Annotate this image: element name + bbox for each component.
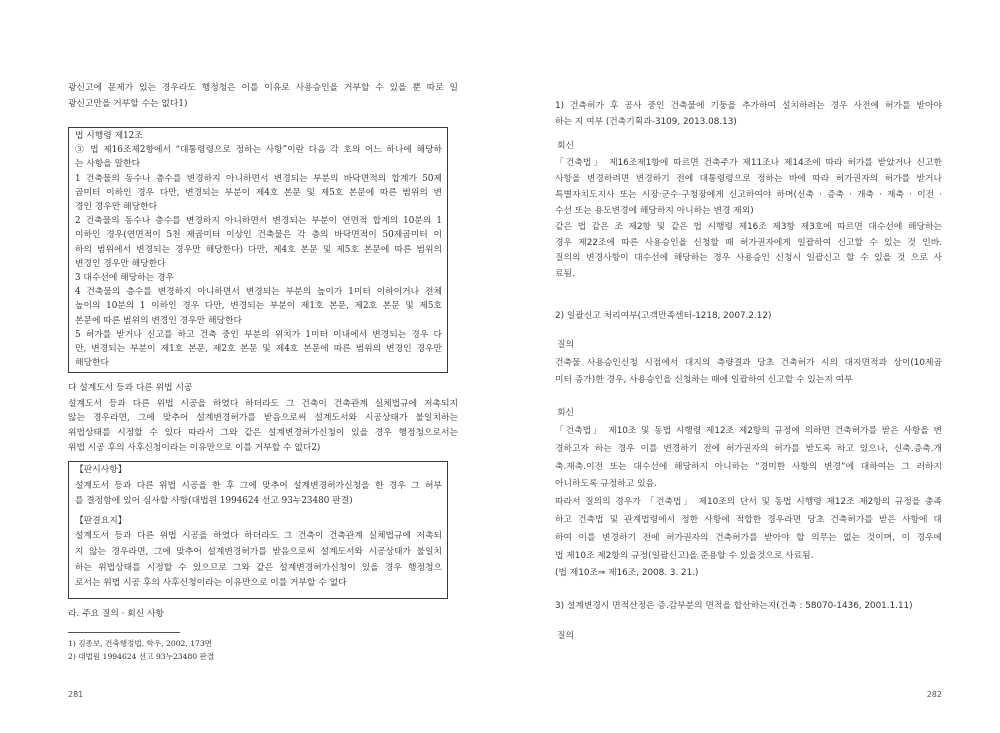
text-line: 높이의 10분의 1 이하인 경우 다만, 변경되는 부분이 제1호 본문, 제2호 본문 및 제5호 [75,301,442,312]
text-line: 하고 건축법 및 관계법령에서 정한 사항에 적합한 경우라면 당초 건축허가를 받은 사항에 대 [555,515,942,526]
footnote: 1) 김종보, 건축행정법, 학우, 2002, 173면 [68,639,213,648]
text-line: 2) 일괄신고 처리여부(고객만족센터-1218, 2007.2.12) [555,311,772,321]
text-line: 않는 경우라면, 그에 맞추어 설계변경허가를 받음으로써 설계도서와 시공상태가 불일치하는 [68,413,458,424]
text-line: 료됨. [555,269,575,280]
text-line: 「건축법」 제16조제1항에 따르면 건축주가 제11조나 제14조에 따라 허가를 받았거나 신고한 [555,158,942,168]
text-line: 설계도서 등과 다른 위법 시공을 한 후 그에 맞추어 설계변경허가신청을 한 경우 그 허부 [75,480,442,491]
text-line: 2 건축물의 동수나 층수를 변경하지 아니하면서 변경되는 부분이 연면적 합계의 10분의 1 [75,216,442,227]
paragraph [75,479,442,510]
footnote: 2) 대법원 1994624 선고 93누23480 판결 [68,652,215,661]
paragraph [75,529,442,591]
paragraph [75,463,442,479]
paragraph [75,285,442,328]
paragraph [68,80,458,112]
section-heading: 라. 주요 질의 · 회신 사항 [68,609,165,619]
text-line: (법 제10조⇒ 제16조, 2008. 3. 21.) [555,568,699,579]
reply-body [555,156,942,283]
text-line: 하는 위법상태를 시정할 수 있으므로 그와 같은 설계변경허가신청이 있을 경우 행정청으 [75,562,442,573]
reply-body [555,423,942,583]
paragraph [555,99,942,130]
text-line: 사항을 변경하려면 변경하기 전에 대통령령으로 정하는 바에 따라 허가권자의 허가를 받거나 [555,173,942,184]
text-line: 「건축법」 제10조 및 동법 시행령 제12조 제2항의 규정에 의하면 건축허가를 받은 사항을 변 [555,426,942,437]
paragraph [75,172,442,215]
footnotes [68,637,388,663]
question-title [555,99,942,130]
right-page [500,0,1000,733]
question-title [555,598,942,614]
text-line: 3 대수선에 해당하는 경우 [75,273,174,284]
reply-label: 회신 [557,141,574,151]
text-line: 위법상태를 시정할 수 있다 따라서 그와 같은 설계변경허가신청이 있을 경우 행정청으로서는 [68,427,458,438]
text-line: 법 제10조 제2항의 규정(일괄신고)을 준용할 수 있을것으로 사료됨. [555,550,814,561]
text-line: 하는 지 여부 (건축기획과-3109, 2013.08.13) [555,116,737,127]
precedent-box [68,461,448,599]
text-line: 경인 경우만 해당한다 [75,202,158,213]
paragraph [75,129,442,143]
text-line: 광신고만을 거부할 수는 없다1) [68,99,188,109]
text-line: 이하인 경우(연면적이 5천 제곱미터 이상인 건축물은 각 층의 바닥면적이 50제곱미터 이 [75,230,442,241]
text-line: 설계도서 등과 다른 위법 시공을 하였다 하더라도 그 건축이 건축관계 실체법규에 저촉되 [75,531,442,542]
paragraph [75,143,442,171]
text-line: ③ 법 제16조제2항에서 “대통령령으로 정하는 사항”이란 다음 각 호의 어느 하나에 해당하 [75,145,442,156]
paragraph [75,271,442,285]
text-line: 설계도서 등과 다른 위법 시공을 하였다 하더라도 그 건축이 건축관계 실체법규에 저촉되지 [68,398,458,409]
text-line: 따라서 질의의 경우가 「건축법」 제10조의 단서 및 동법 시행령 제12조 제2항의 규정을 충족 [555,497,942,508]
text-line: 광신고에 문제가 있는 경우라도 행정청은 이를 이유로 사용승인을 거부할 수 있을 뿐 따로 일 [68,83,458,93]
paragraph [75,214,442,271]
text-line: 【판결요지】 [75,515,127,526]
section-heading: 다 설계도서 등과 다른 위법 시공 [68,383,193,393]
text-line: 경하고자 하는 경우 이를 변경하기 전에 허가권자의 허가를 받도록 하고 있으나, 신축.증축.개 [555,443,942,454]
text-line: 같은 법 같은 조 제2항 및 같은 법 시행령 제16조 제3항 제3호에 따르면 대수선에 해당하는 [555,221,942,232]
text-line: 하여 이를 변경하기 전에 허가권자의 건축허가를 받아야 할 의무는 없는 것이며, 이 경우에 [555,532,942,543]
text-line: 수선 또는 용도변경에 해당하지 아니하는 변경 제외) [555,205,754,216]
text-line: 를 결정함에 있어 심사할 사항(대법원 1994624 선고 93누23480 판결) [75,496,353,507]
text-line: 해당한다 [75,358,109,369]
text-line: 질의의 변경사항이 대수선에 해당하는 경우 사용승인 신청시 일괄신고 할 수 있을 것 으로 사 [555,253,942,264]
paragraph [555,598,942,614]
text-line: 특별자치도지사 또는 시장·군수·구청장에게 신고하여야 하며(신축 · 증축 · 개축 · 재축 · 이전 · [555,189,942,200]
paragraph [555,423,942,494]
text-line: 【판시사항】 [75,465,127,475]
text-line: 1) 건축허가 후 공사 중인 건축물에 기둥을 추가하여 설치하려는 경우 사전에 허가를 받아야 [555,101,942,111]
page-number: 282 [926,690,942,699]
footnote-rule [68,632,180,633]
question-body [555,355,942,389]
paragraph [555,494,942,565]
paragraph [555,156,942,220]
page-number: 281 [68,690,84,699]
text-line: 미터 증가)한 경우, 사용승인을 신청하는 때에 일괄하여 신고할 수 있는지 여부 [555,374,853,385]
question-label: 질의 [557,340,574,350]
paragraph [75,514,442,530]
text-line: 하의 범위에서 변경되는 경우만 해당한다) 다만, 제4호 본문 및 제5호 본문에 따른 범위의 [75,244,442,255]
paragraph [555,220,942,284]
text-line: 는 사항을 말한다 [75,159,141,170]
text-line: 만, 변경되는 부분이 제1호 본문, 제2호 본문 및 제4호 본문에 따른 범위의 변경인 경우만 [75,344,442,355]
section-body [68,397,458,456]
statute-box [68,127,448,373]
paragraph [555,565,942,583]
text-line: 위법 시공 후의 사후신청이라는 이유만으로 이를 거부할 수 없다2) [68,442,321,453]
paragraph [75,328,442,371]
reply-label: 회신 [557,408,574,418]
text-line: 본문에 따른 범위의 변경인 경우만 해당한다 [75,315,242,326]
text-line: 변경인 경우만 해당한다 [75,258,166,269]
text-line: 3) 설계변경시 면적산정은 증.감부분의 면적을 합산하는지(건축 : 58070-1436, 2001.1.11) [555,601,913,611]
text-line: 4 건축물의 층수를 변경하지 아니하면서 변경되는 부분의 높이가 1미터 이하이거나 전체 [75,287,442,298]
text-line: 지 않는 경우라면, 그에 맞추어 설계변경허가를 받음으로써 설계도서와 시공상태가 불일치 [75,546,442,557]
text-line: 법 시행령 제12조 [75,131,143,141]
question-title [555,308,942,324]
paragraph [555,355,942,389]
text-line: 곱미터 이하인 경우 다만, 변경되는 부분이 제4호 본문 및 제5호 본문에 따른 범위의 변 [75,187,442,198]
paragraph [555,308,942,324]
paragraph [68,397,458,456]
text-line: 아니하도록 규정하고 있음. [555,479,657,490]
text-line: 5 허가를 받거나 신고를 하고 건축 중인 부분의 위치가 1미터 이내에서 변경되는 경우 다 [75,329,442,340]
text-line: 축.재축.이전 또는 대수선에 해당하지 아니하는 “경미한 사항의 변경”에 대하여는 그 러하지 [555,461,942,472]
text-line: 경우 제22조에 따른 사용승인을 신청할 때 허가권자에게 일괄하여 신고할 수 있는 것 인바. [555,237,942,248]
question-label: 질의 [557,631,574,641]
text-line: 1 건축물의 동수나 층수를 변경하지 아니하면서 변경되는 부분의 바닥면적의 합계가 50제 [75,173,442,184]
intro-paragraph [68,80,458,112]
text-line: 건축물 사용승인신청 시점에서 대지의 측량결과 당초 건축허가 시의 대지면적과 상이(10제곱 [555,357,942,368]
text-line: 로서는 위법 시공 후의 사후신청이라는 이유만으로 이를 거부할 수 없다 [75,578,347,589]
